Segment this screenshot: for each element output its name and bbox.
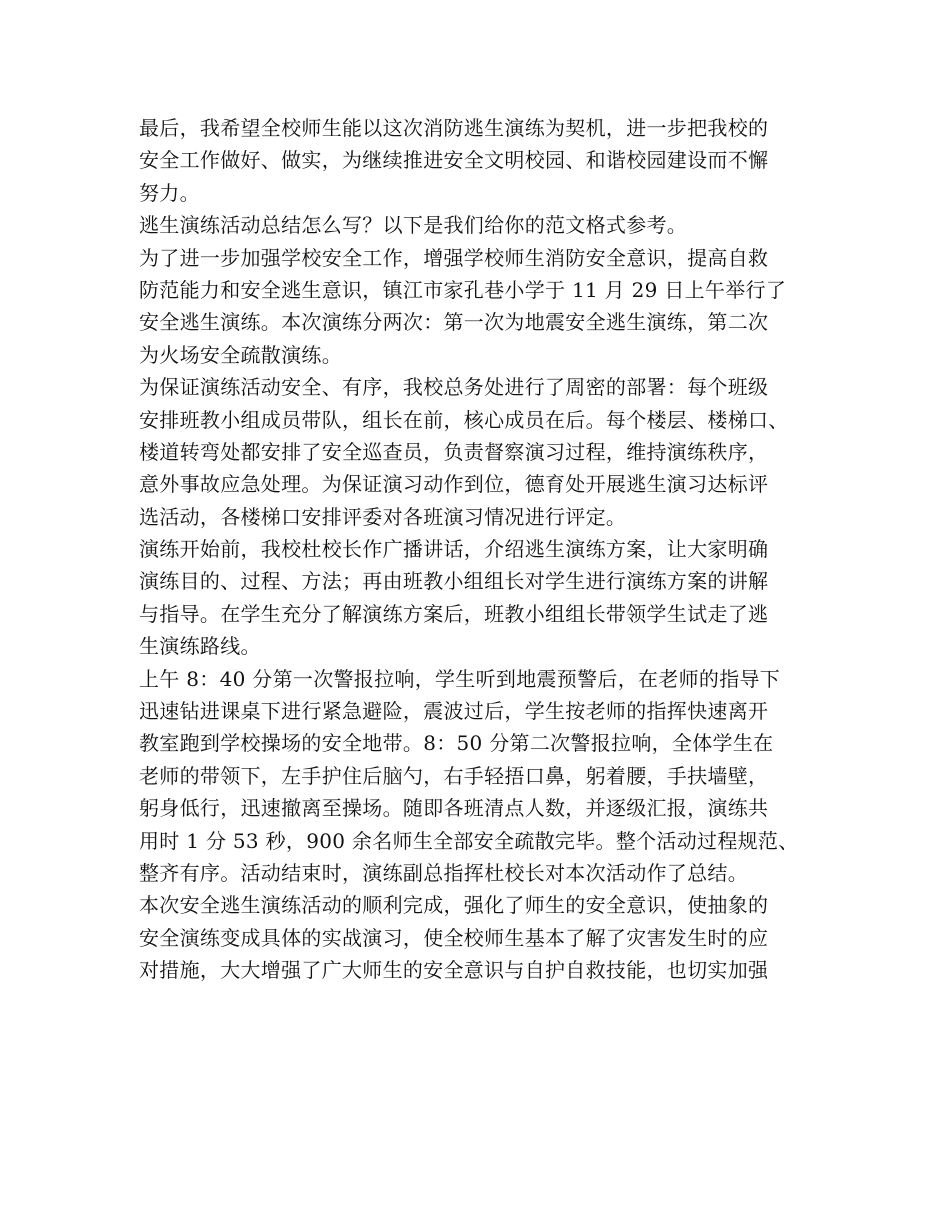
text-line: 老师的带领下，左手护住后脑勺，右手轻捂口鼻，躬着腰，手扶墙壁， <box>139 763 769 788</box>
text-line: 上午 8：40 分第一次警报拉响，学生听到地震预警后，在老师的指导下 <box>139 666 781 691</box>
text-line: 楼道转弯处都安排了安全巡查员，负责督察演习过程，维持演练秩序， <box>139 439 769 464</box>
text-line: 与指导。在学生充分了解演练方案后，班教小组组长带领学生试走了逃 <box>139 601 769 626</box>
text-line: 演练开始前，我校杜校长作广播讲话，介绍逃生演练方案，让大家明确 <box>139 537 769 562</box>
text-line: 为保证演练活动安全、有序，我校总务处进行了周密的部署：每个班级 <box>139 375 769 400</box>
text-line: 逃生演练活动总结怎么写？以下是我们给你的范文格式参考。 <box>139 213 688 238</box>
text-line: 用时 1 分 53 秒，900 余名师生全部安全疏散完毕。整个活动过程规范、 <box>139 828 799 853</box>
text-line: 安全工作做好、做实，为继续推进安全文明校园、和谐校园建设而不懈 <box>139 148 769 173</box>
text-line: 迅速钻进课桌下进行紧急避险，震波过后，学生按老师的指挥快速离开 <box>139 699 769 724</box>
text-line: 意外事故应急处理。为保证演习动作到位，德育处开展逃生演习达标评 <box>139 472 769 497</box>
text-line: 努力。 <box>139 180 200 205</box>
document-body <box>139 112 829 987</box>
text-line: 安排班教小组成员带队，组长在前，核心成员在后。每个楼层、楼梯口、 <box>139 407 789 432</box>
text-line: 为火场安全疏散演练。 <box>139 342 342 367</box>
text-line: 对措施，大大增强了广大师生的安全意识与自护自救技能，也切实加强 <box>139 958 769 983</box>
text-line: 为了进一步加强学校安全工作，增强学校师生消防安全意识，提高自救 <box>139 245 769 270</box>
text-line: 教室跑到学校操场的安全地带。8：50 分第二次警报拉响，全体学生在 <box>139 731 774 756</box>
text-line: 防范能力和安全逃生意识，镇江市家孔巷小学于 11 月 29 日上午举行了 <box>139 277 787 302</box>
text-line: 选活动，各楼梯口安排评委对各班演习情况进行评定。 <box>139 504 627 529</box>
text-line: 本次安全逃生演练活动的顺利完成，强化了师生的安全意识，使抽象的 <box>139 893 769 918</box>
text-line: 安全演练变成具体的实战演习，使全校师生基本了解了灾害发生时的应 <box>139 925 769 950</box>
text-line: 安全逃生演练。本次演练分两次：第一次为地震安全逃生演练，第二次 <box>139 310 769 335</box>
text-line: 演练目的、过程、方法；再由班教小组组长对学生进行演练方案的讲解 <box>139 569 769 594</box>
text-line: 躬身低行，迅速撤离至操场。随即各班清点人数，并逐级汇报，演练共 <box>139 796 769 821</box>
text-line: 生演练路线。 <box>139 634 261 659</box>
text-line: 整齐有序。活动结束时，演练副总指挥杜校长对本次活动作了总结。 <box>139 860 748 885</box>
text-line: 最后，我希望全校师生能以这次消防逃生演练为契机，进一步把我校的 <box>139 116 769 140</box>
